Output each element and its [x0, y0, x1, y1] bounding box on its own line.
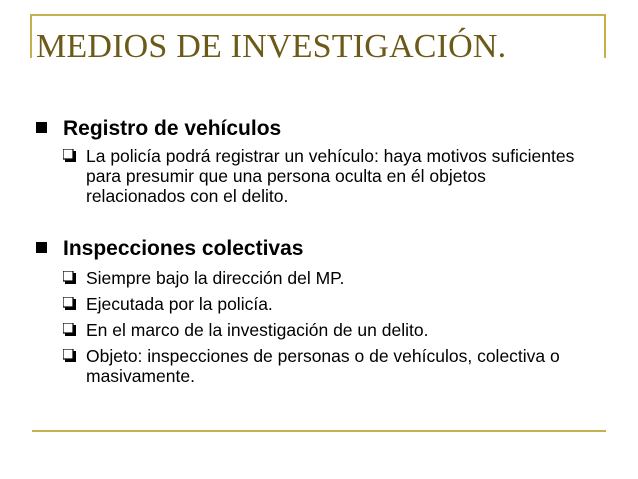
item-text: En el marco de la investigación de un delito.	[86, 320, 429, 340]
section-heading-label: Inspecciones colectivas	[63, 237, 304, 260]
item-text: Objeto: inspecciones de personas o de vehículos, colectiva o masivamente.	[86, 346, 560, 386]
section-2-item-4	[63, 346, 586, 386]
bottom-divider	[32, 430, 606, 432]
section-heading-2	[36, 236, 303, 261]
top-divider	[32, 14, 606, 16]
filled-square-bullet-icon	[36, 116, 63, 133]
item-text: Siempre bajo la dirección del MP.	[86, 268, 345, 288]
section-heading-1	[36, 116, 281, 141]
hollow-square-bullet-icon	[63, 320, 86, 336]
right-title-bar	[604, 14, 606, 58]
section-2-item-1	[63, 268, 586, 288]
item-text: La policía podrá registrar un vehículo: haya motivos suficientes para presumir que una persona oculta en él objetos relacionados con el delito.	[86, 146, 575, 206]
section-heading-label: Registro de vehículos	[63, 117, 282, 140]
hollow-square-bullet-icon	[63, 268, 86, 284]
hollow-square-bullet-icon	[63, 346, 86, 362]
section-2-item-2	[63, 294, 586, 314]
section-1-item-1	[63, 146, 586, 206]
item-text: Ejecutada por la policía.	[86, 294, 273, 314]
hollow-square-bullet-icon	[63, 146, 86, 162]
hollow-square-bullet-icon	[63, 294, 86, 310]
section-2-item-3	[63, 320, 586, 340]
slide-title: MEDIOS DE INVESTIGACIÓN.	[36, 28, 507, 65]
filled-square-bullet-icon	[36, 236, 63, 253]
left-title-bar	[30, 14, 32, 58]
